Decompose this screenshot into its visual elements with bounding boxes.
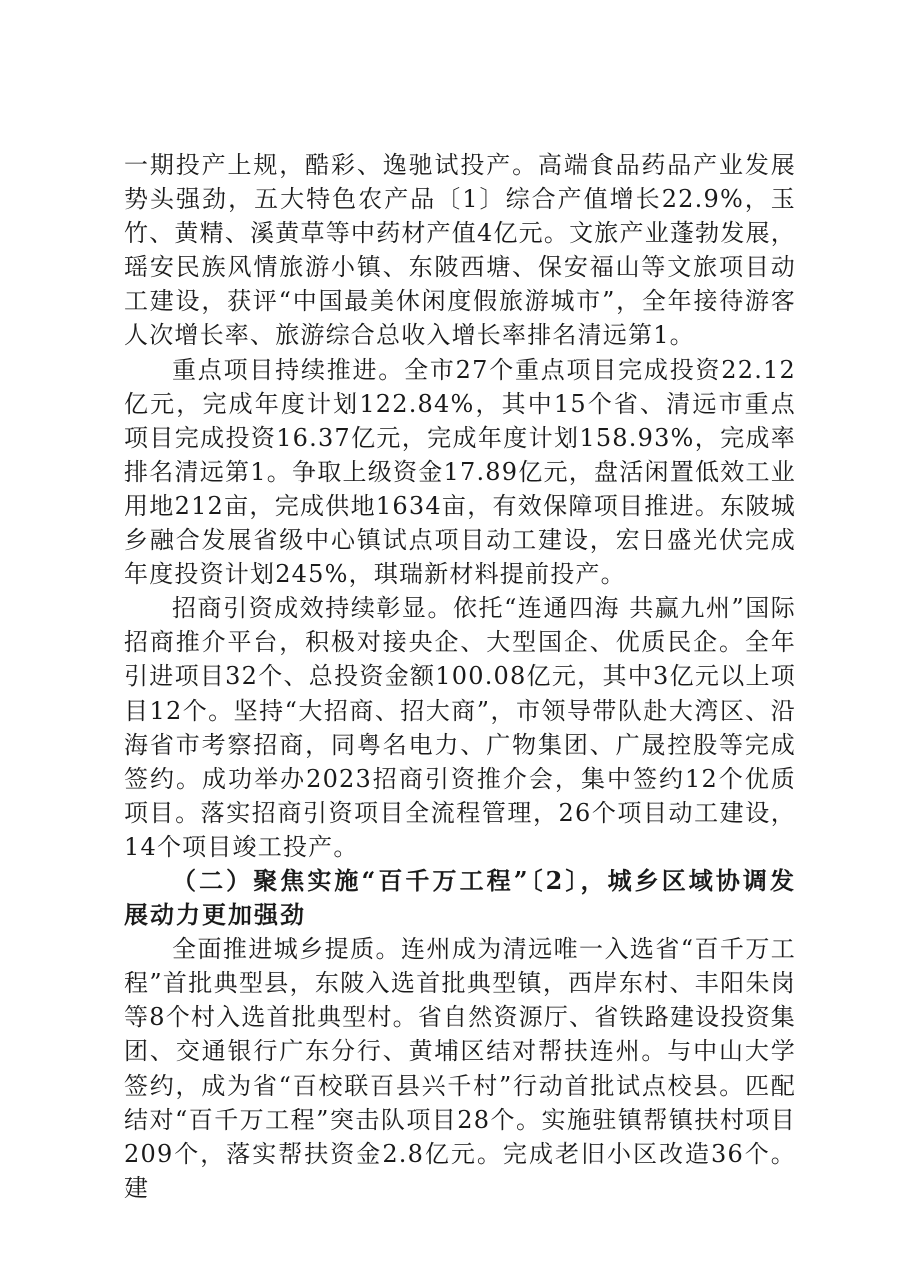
paragraph-key-projects: 重点项目持续推进。全市27个重点项目完成投资22.12亿元，完成年度计划122.84%，其中15个省、清远市重点项目完成投资16.37亿元，完成年度计划158.93%，完成率排名清远第1。争取上级资金17.89亿元，盘活闲置低效工业用地212亩，完成供地1634亩，有效保障项目推进。东陂城乡融合发展省级中心镇试点项目动工建设，宏日盛光伏完成年度投资计划245%，琪瑞新材料提前投产。 bbox=[124, 355, 796, 589]
paragraph-investment-promotion: 招商引资成效持续彰显。依托“连通四海 共赢九州”国际招商推介平台，积极对接央企、大型国企、优质民企。全年引进项目32个、总投资金额100.08亿元，其中3亿元以上项目12个。坚持“大招商、招大商”，市领导带队赴大湾区、沿海省市考察招商，同粤名电力、广物集团、广晟控股等完成签约。成功举办2023招商引资推介会，集中签约12个优质项目。落实招商引资项目全流程管理，26个项目动工建设，14个项目竣工投产。 bbox=[124, 594, 796, 861]
paragraph-urban-rural: 全面推进城乡提质。连州成为清远唯一入选省“百千万工程”首批典型县，东陂入选首批典型镇，西岸东村、丰阳朱岗等8个村入选首批典型村。省自然资源厅、省铁路建设投资集团、交通银行广东分行、黄埔区结对帮扶连州。与中山大学签约，成为省“百校联百县兴千村”行动首批试点校县。匹配结对“百千万工程”突击队项目28个。实施驻镇帮镇扶村项目209个，落实帮扶资金2.8亿元。完成老旧小区改造36个。建 bbox=[124, 935, 796, 1202]
section-heading: （二）聚焦实施“百千万工程”〔2〕，城乡区域协调发展动力更加强劲 bbox=[124, 865, 796, 930]
paragraph-industry-continuation: 一期投产上规，酷彩、逸驰试投产。高端食品药品产业发展势头强劲，五大特色农产品〔1〕综合产值增长22.9%，玉竹、黄精、溪黄草等中药材产值4亿元。文旅产业蓬勃发展，瑶安民族风情旅游小镇、东陂西塘、保安福山等文旅项目动工建设，获评“中国最美休闲度假旅游城市”，全年接待游客人次增长率、旅游综合总收入增长率排名清远第1。 bbox=[124, 151, 796, 350]
document-page bbox=[124, 148, 796, 1205]
